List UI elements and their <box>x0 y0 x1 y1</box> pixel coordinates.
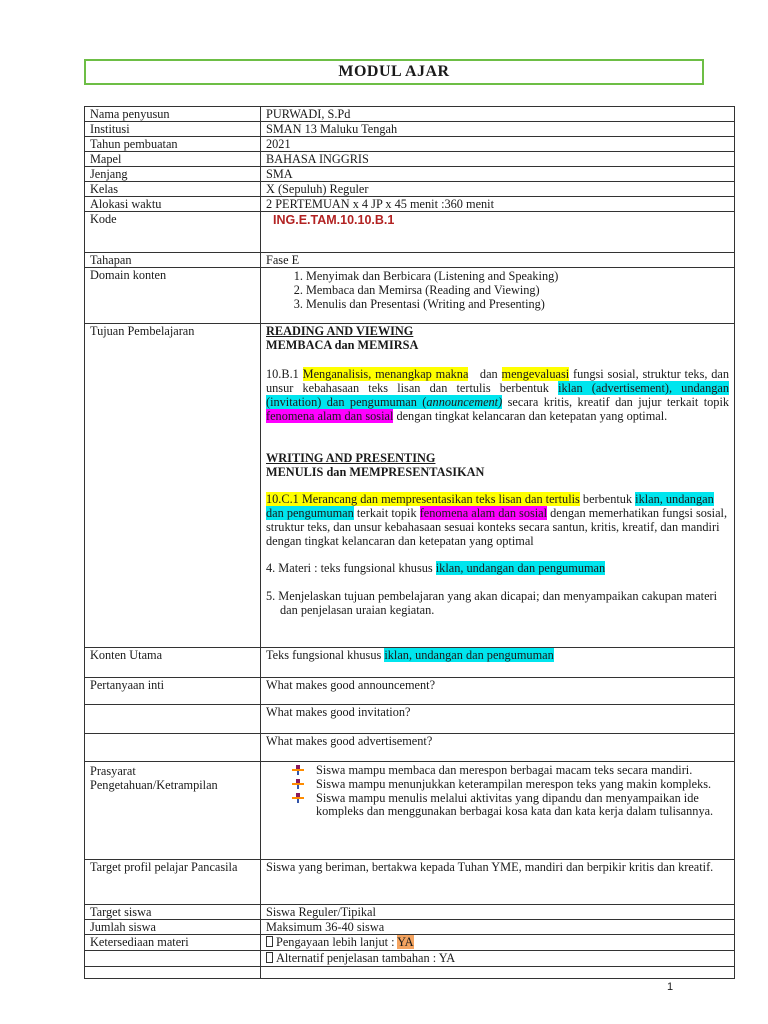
module-table <box>84 106 735 979</box>
rv-heading: READING AND VIEWING <box>266 324 414 338</box>
text-run: Teks fungsional khusus <box>266 648 382 662</box>
table-row <box>85 951 735 967</box>
row-label: Tujuan Pembelajaran <box>85 324 261 648</box>
text-run: berbentuk <box>582 492 633 506</box>
row-label: Target profil pelajar Pancasila <box>85 860 261 905</box>
text-run: Alternatif penjelasan tambahan : YA <box>276 951 456 965</box>
row-label <box>85 734 261 762</box>
pushpin-icon <box>292 779 304 789</box>
materi-line <box>266 561 729 575</box>
text-run: dengan tingkat kelancaran dan ketepatan yang optimal. <box>396 409 668 423</box>
table-row <box>85 935 735 951</box>
list-text: Siswa mampu menulis melalui aktivitas yang dipandu dan menyampaikan ide kompleks dan menggunakan berbagai kosa kata dan kata kerja dalam tulisannya. <box>316 791 714 818</box>
table-row <box>85 967 735 979</box>
table-row <box>85 734 735 762</box>
table-row <box>85 137 735 152</box>
row-label: Konten Utama <box>85 648 261 678</box>
row-label: Alokasi waktu <box>85 197 261 212</box>
item-5: 5. Menjelaskan tujuan pembelajaran yang akan dicapai; dan menyampaikan cakupan materi dan penjelasan uraian kegiatan. <box>266 589 718 617</box>
text-run: iklan (advertisement), undangan (invitation) dan pengumuman ( <box>266 381 729 409</box>
row-value: 2021 <box>261 137 735 152</box>
domain-list <box>266 269 729 311</box>
row-value <box>261 212 735 253</box>
highlight: fenomena alam dan sosial <box>266 409 394 423</box>
row-value: BAHASA INGGRIS <box>261 152 735 167</box>
row-value <box>261 762 735 860</box>
row-label: Jenjang <box>85 167 261 182</box>
rv-subheading: MEMBACA dan MEMIRSA <box>266 338 419 352</box>
list-item: 3. Menulis dan Presentasi (Writing and Presenting) <box>306 297 729 311</box>
list-item: 1. Menyimak dan Berbicara (Listening and Speaking) <box>306 269 729 283</box>
row-label: Kode <box>85 212 261 253</box>
table-row <box>85 212 735 253</box>
highlight: fenomena alam dan sosial <box>419 506 548 520</box>
table-row <box>85 167 735 182</box>
title-box <box>84 59 704 85</box>
row-value: Siswa Reguler/Tipikal <box>261 905 735 920</box>
table-row <box>85 152 735 167</box>
row-label: Mapel <box>85 152 261 167</box>
checkbox-icon <box>266 952 273 963</box>
highlight: Menganalisis, menangkap makna <box>302 367 469 381</box>
row-value: 2 PERTEMUAN x 4 JP x 45 menit :360 menit <box>261 197 735 212</box>
text-run: announcement) <box>426 395 503 409</box>
row-value <box>261 967 735 979</box>
table-row <box>85 122 735 137</box>
list-item <box>288 792 729 818</box>
table-row <box>85 905 735 920</box>
table-row <box>85 860 735 905</box>
highlight: YA <box>397 935 414 949</box>
text-run: 4. Materi : teks fungsional khusus <box>266 561 433 575</box>
row-value: Fase E <box>261 253 735 268</box>
row-label: Jumlah siswa <box>85 920 261 935</box>
row-value: PURWADI, S.Pd <box>261 107 735 122</box>
row-value <box>261 324 735 648</box>
row-label <box>85 705 261 734</box>
row-label <box>85 967 261 979</box>
list-text: Siswa mampu menunjukkan keterampilan merespon teks yang makin kompleks. <box>316 777 712 791</box>
row-label: Pertanyaan inti <box>85 678 261 705</box>
text-run: fungsi sosial, struktur teks, dan unsur kebahasaan teks lisan dan tertulis berbentuk <box>266 367 730 395</box>
row-value: SMA <box>261 167 735 182</box>
rv-code: 10.B.1 <box>266 367 303 381</box>
page-title: MODUL AJAR <box>338 63 450 80</box>
row-label: Domain konten <box>85 268 261 324</box>
row-label: Nama penyusun <box>85 107 261 122</box>
highlight: mengevaluasi <box>501 367 570 381</box>
pushpin-icon <box>292 793 304 803</box>
list-item <box>288 764 729 777</box>
row-label: Prasyarat Pengetahuan/Ketrampilan <box>85 762 261 860</box>
highlight: iklan, undangan dan pengumuman <box>435 561 606 575</box>
page-number: 1 <box>667 981 674 993</box>
kode-value: ING.E.TAM.10.10.B.1 <box>273 213 395 227</box>
table-row <box>85 253 735 268</box>
row-value: What makes good invitation? <box>261 705 735 734</box>
table-row <box>85 197 735 212</box>
row-value: SMAN 13 Maluku Tengah <box>261 122 735 137</box>
text-run: dengan memerhatikan fungsi sosial, struktur teks, dan unsur kebahasaan sesuai konteks secara santun, kritis, kreatif, dan mandiri dengan tingkat kelancaran dan ketepatan yang optimal <box>266 506 728 548</box>
highlight: iklan, undangan dan pengumuman <box>266 492 714 520</box>
table-row <box>85 678 735 705</box>
table-row <box>85 324 735 648</box>
highlight: iklan, undangan dan pengumuman <box>384 648 554 662</box>
pushpin-icon <box>292 765 304 775</box>
row-label: Institusi <box>85 122 261 137</box>
table-row <box>85 268 735 324</box>
row-label: Kelas <box>85 182 261 197</box>
wp-subheading: MENULIS dan MEMPRESENTASIKAN <box>266 465 485 479</box>
row-label: Ketersediaan materi <box>85 935 261 951</box>
text-run: Pengayaan lebih lanjut : <box>276 935 395 949</box>
row-value: What makes good advertisement? <box>261 734 735 762</box>
table-row <box>85 705 735 734</box>
row-label: Target siswa <box>85 905 261 920</box>
highlight: 10.C.1 Merancang dan mempresentasikan teks lisan dan tertulis <box>266 492 580 506</box>
wp-paragraph <box>266 492 729 548</box>
table-row <box>85 648 735 678</box>
row-value: Maksimum 36-40 siswa <box>261 920 735 935</box>
row-value: What makes good announcement? <box>261 678 735 705</box>
list-text: Siswa mampu membaca dan merespon berbagai macam teks secara mandiri. <box>316 763 693 777</box>
text-run: secara kritis, kreatif dan jujur terkait topik <box>507 395 730 409</box>
row-label: Tahapan <box>85 253 261 268</box>
row-value <box>261 935 735 951</box>
row-label: Tahun pembuatan <box>85 137 261 152</box>
table-row <box>85 762 735 860</box>
rv-paragraph <box>266 367 729 423</box>
prasyarat-list <box>266 764 729 818</box>
text-run: dan <box>479 367 498 381</box>
table-row <box>85 920 735 935</box>
row-value <box>261 951 735 967</box>
row-value: X (Sepuluh) Reguler <box>261 182 735 197</box>
table-row <box>85 182 735 197</box>
row-label <box>85 951 261 967</box>
row-value <box>261 268 735 324</box>
checkbox-icon <box>266 936 273 947</box>
row-value <box>261 648 735 678</box>
table-row <box>85 107 735 122</box>
wp-heading: WRITING AND PRESENTING <box>266 451 436 465</box>
list-item <box>288 778 729 791</box>
text-run: terkait topik <box>356 506 417 520</box>
list-item: 2. Membaca dan Memirsa (Reading and Viewing) <box>306 283 729 297</box>
row-value: Siswa yang beriman, bertakwa kepada Tuhan YME, mandiri dan berpikir kritis dan kreatif. <box>261 860 735 905</box>
